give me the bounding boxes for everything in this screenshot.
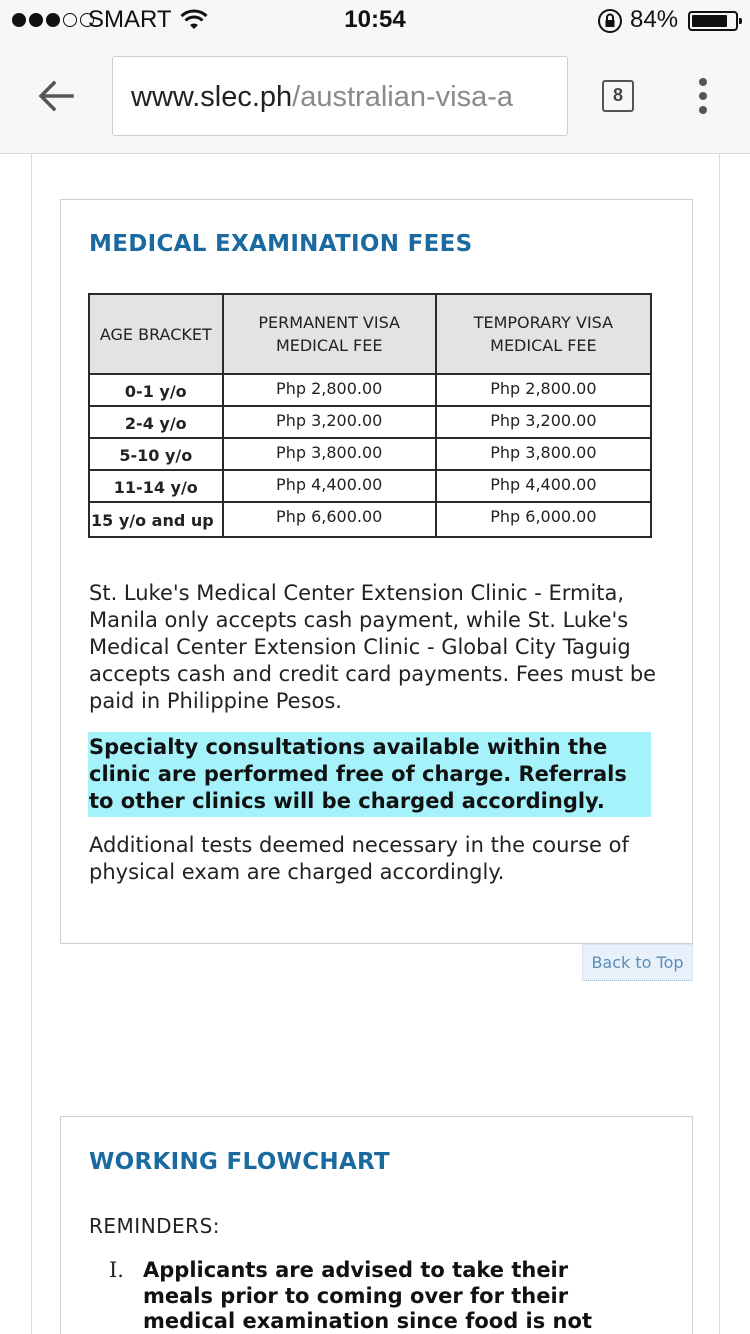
back-to-top-button[interactable]: Back to Top <box>582 944 693 981</box>
address-bar[interactable] <box>112 56 568 136</box>
rotation-lock-icon <box>597 8 623 34</box>
age-cell: 15 y/o and up <box>89 502 223 537</box>
section-title-medical-fees: MEDICAL EXAMINATION FEES <box>89 231 473 257</box>
header-temporary-line1: TEMPORARY VISA <box>473 313 614 332</box>
header-permanent-line2: MEDICAL FEE <box>275 336 383 355</box>
status-time: 10:54 <box>344 6 406 33</box>
battery-icon <box>688 11 738 31</box>
table-header-row <box>89 294 651 374</box>
section-title-flowchart: WORKING FLOWCHART <box>89 1149 391 1175</box>
back-arrow-icon[interactable] <box>36 76 76 116</box>
reminders-label: REMINDERS: <box>89 1214 221 1238</box>
status-bar <box>0 0 750 40</box>
specialty-consultation-note: Specialty consultations available within the clinic are performed free of charge. Referrals to other clinics will be charged accordingly. <box>88 732 651 817</box>
temporary-fee-cell: Php 2,800.00 <box>436 374 651 406</box>
header-permanent-visa <box>223 294 436 374</box>
browser-toolbar <box>0 40 750 154</box>
permanent-fee-cell: Php 3,200.00 <box>223 406 436 438</box>
temporary-fee-cell: Php 4,400.00 <box>436 470 651 502</box>
age-cell: 2-4 y/o <box>89 406 223 438</box>
permanent-fee-cell: Php 3,800.00 <box>223 438 436 470</box>
permanent-fee-cell: Php 4,400.00 <box>223 470 436 502</box>
table-row <box>89 470 651 502</box>
more-menu-icon[interactable] <box>696 78 710 114</box>
working-flowchart-card <box>60 1116 693 1334</box>
battery-percent: 84% <box>630 6 679 33</box>
temporary-fee-cell: Php 3,200.00 <box>436 406 651 438</box>
reminder-number: I. <box>109 1258 124 1282</box>
table-row <box>89 502 651 537</box>
carrier-name: SMART <box>88 6 172 33</box>
header-temporary-visa <box>436 294 651 374</box>
table-row <box>89 374 651 406</box>
table-row <box>89 438 651 470</box>
header-age-bracket: AGE BRACKET <box>89 294 223 374</box>
payment-note: St. Luke's Medical Center Extension Clinic - Ermita, Manila only accepts cash payment, while St. Luke's Medical Center Extension Clinic - Global City Taguig accepts cash and credit card payments. Fees must be paid in Philippine Pesos. <box>89 581 657 713</box>
additional-tests-note: Additional tests deemed necessary in the course of physical exam are charged accordingly. <box>89 833 629 884</box>
header-temporary-line2: MEDICAL FEE <box>490 336 597 355</box>
permanent-fee-cell: Php 2,800.00 <box>223 374 436 406</box>
url-host: www.slec.ph <box>131 81 293 113</box>
url-path: /australian-visa-a <box>292 81 513 113</box>
fees-table <box>88 293 652 538</box>
temporary-fee-cell: Php 6,000.00 <box>436 502 651 537</box>
header-permanent-line1: PERMANENT VISA <box>258 313 400 332</box>
age-cell: 11-14 y/o <box>89 470 223 502</box>
tab-switcher-icon[interactable]: 8 <box>602 80 634 112</box>
permanent-fee-cell: Php 6,600.00 <box>223 502 436 537</box>
temporary-fee-cell: Php 3,800.00 <box>436 438 651 470</box>
reminder-text: Applicants are advised to take their meals prior to coming over for their medical examination since food is not <box>143 1258 592 1333</box>
age-cell: 5-10 y/o <box>89 438 223 470</box>
table-row <box>89 406 651 438</box>
age-cell: 0-1 y/o <box>89 374 223 406</box>
medical-fees-card <box>60 199 693 944</box>
